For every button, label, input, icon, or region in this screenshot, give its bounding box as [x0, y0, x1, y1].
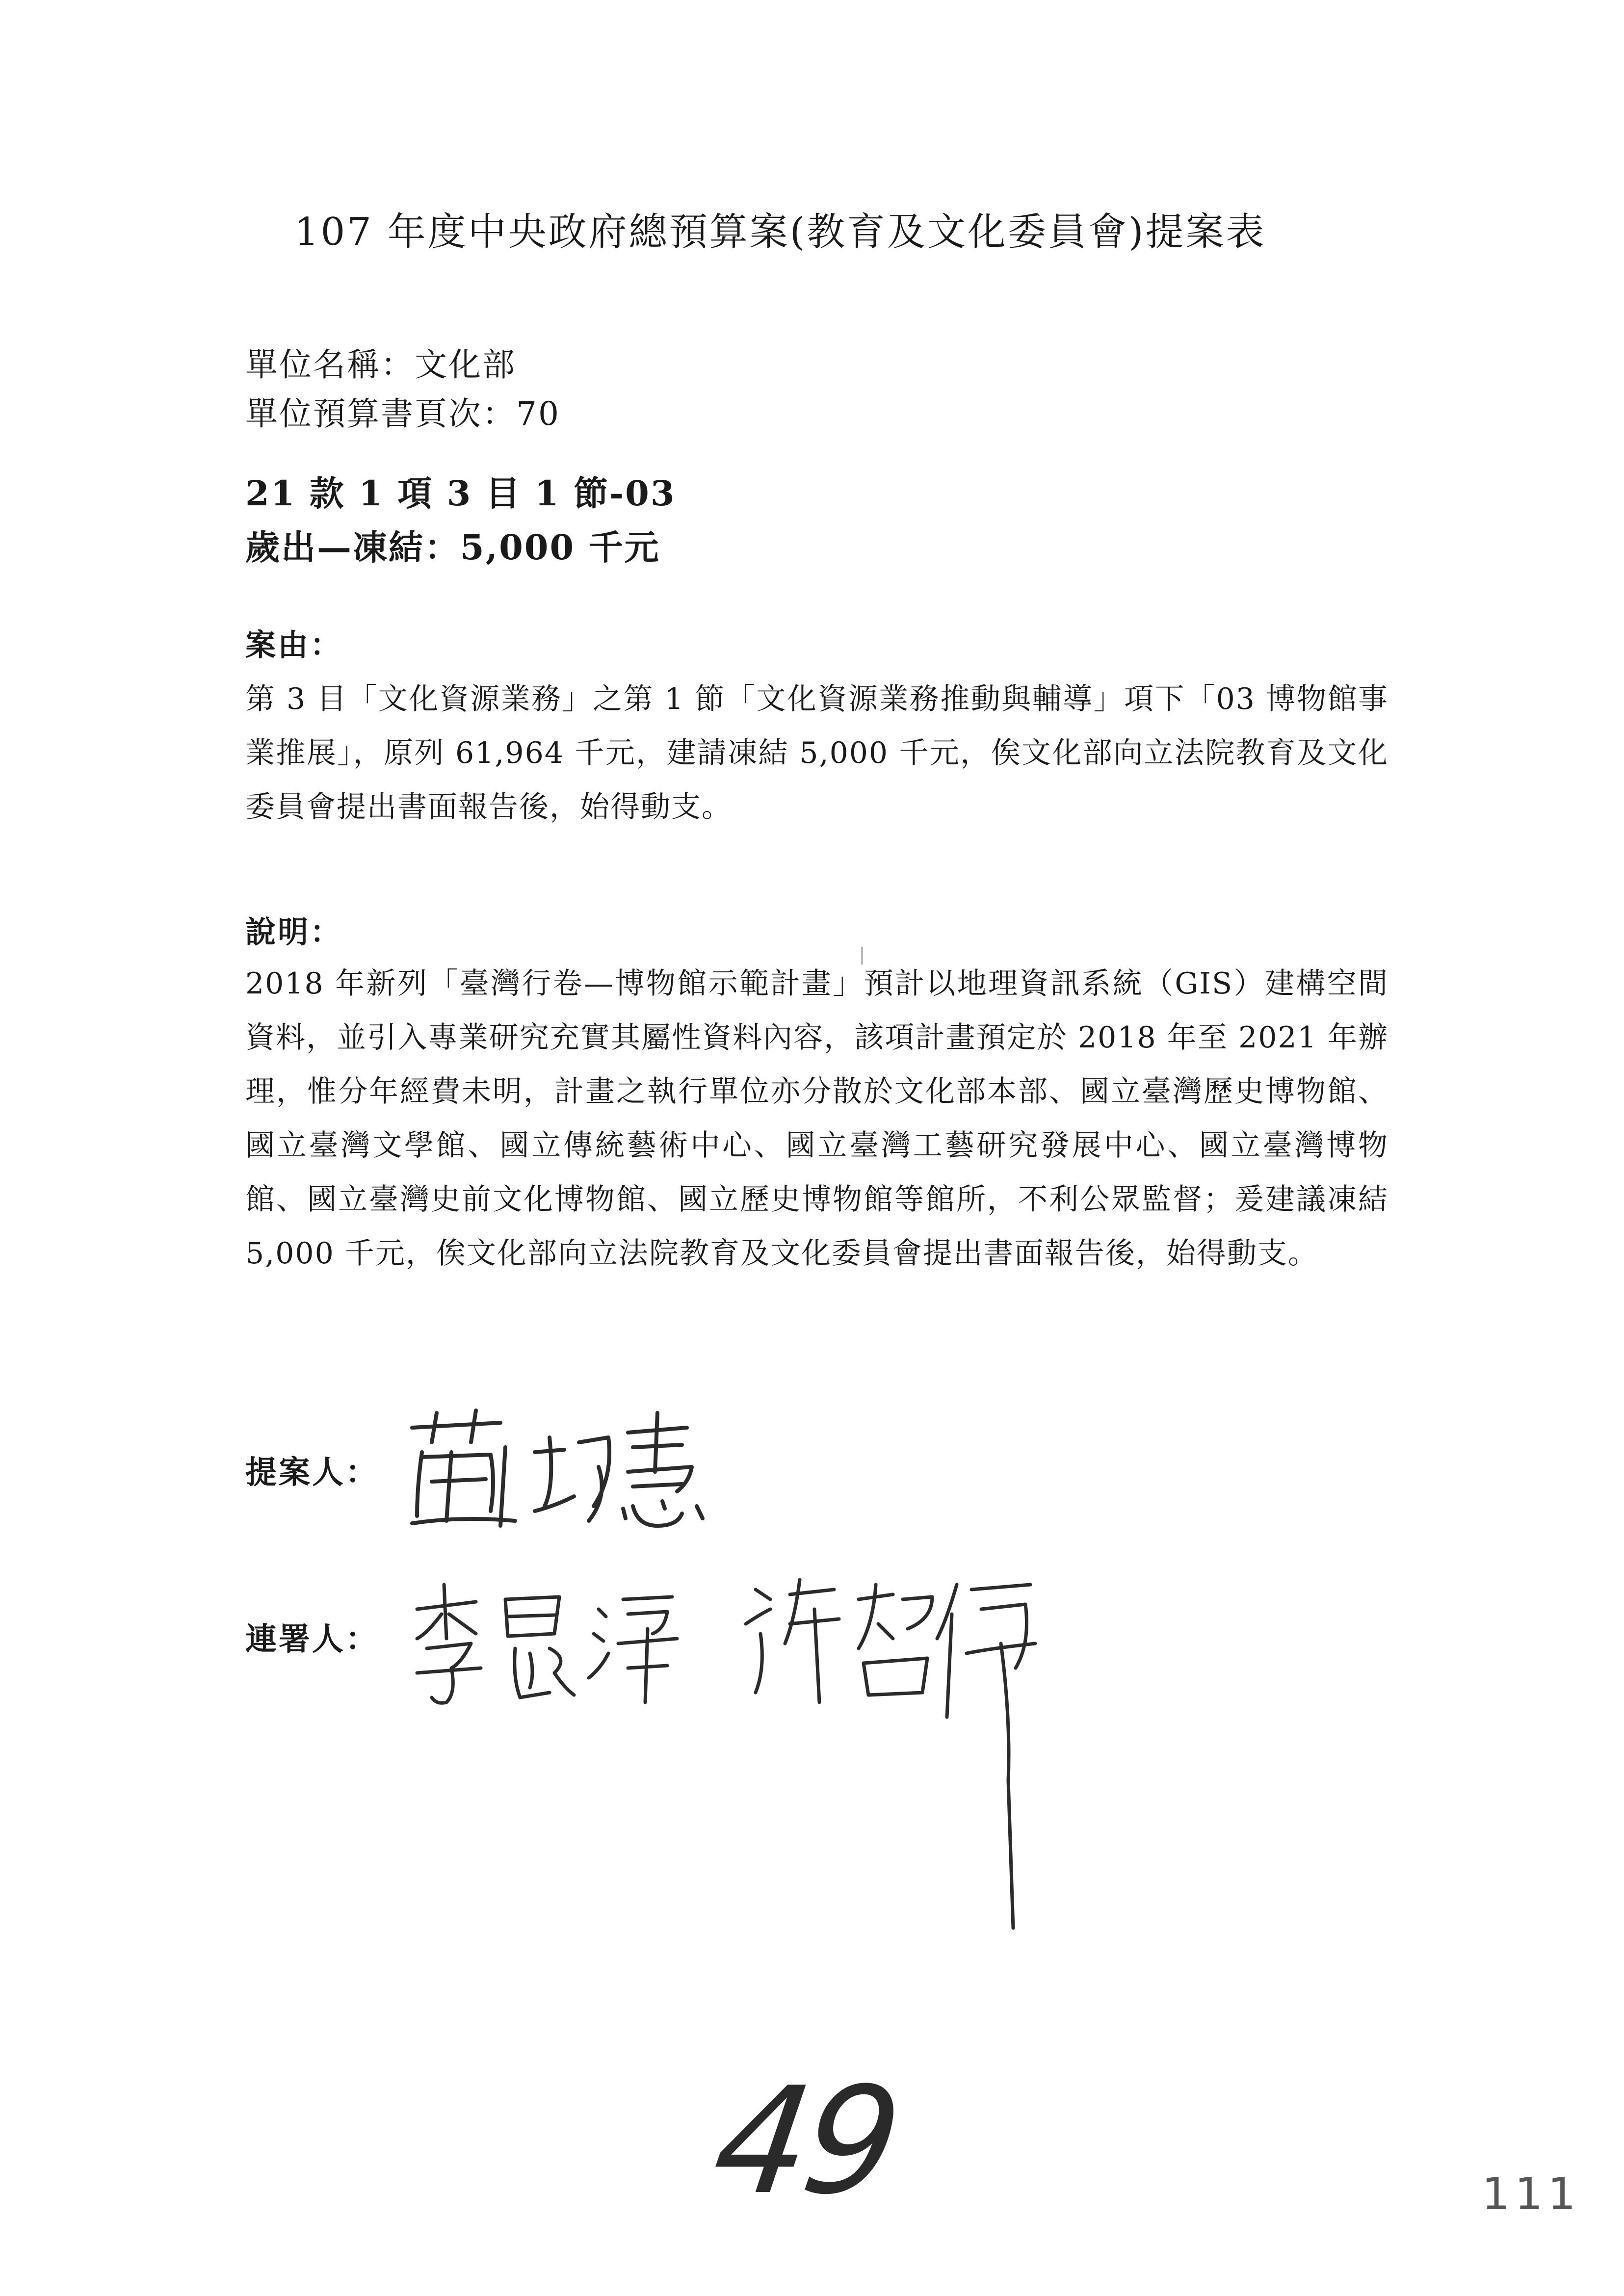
cosigner-signature-2: [736, 1570, 1040, 1943]
unit-name: 單位名稱：文化部: [245, 346, 516, 384]
cosigner-signature-1-drawing: [407, 1580, 682, 1707]
unit-budget-page: 單位預算書頁次：70: [245, 395, 560, 433]
page-number: 49: [704, 2056, 906, 2227]
cosigner-signature-2-drawing: [736, 1570, 1040, 1943]
frozen-amount: 歲出—凍結：5,000 千元: [245, 527, 660, 568]
document-title: 107 年度中央政府總預算案(教育及文化委員會)提案表: [294, 210, 1266, 254]
proposer-label: 提案人：: [245, 1454, 379, 1491]
budget-item-code: 21 款 1 項 3 目 1 節-03: [245, 473, 676, 514]
margin-mark: [861, 947, 863, 965]
proposer-signature: [402, 1408, 707, 1536]
cosigner-label: 連署人：: [245, 1621, 379, 1658]
proposer-signature-drawing: [402, 1408, 707, 1536]
cosigner-signature-1: [407, 1580, 682, 1707]
corner-mark: 111: [1482, 2168, 1581, 2220]
reason-heading: 案由：: [245, 627, 343, 663]
reason-body: 第 3 目「文化資源業務」之第 1 節「文化資源業務推動與輔導」項下「03 博物館事業推展」，原列 61,964 千元，建請凍結 5,000 千元，俟文化部向立法院教育及文化委員會提出書面報告後，始得動支。: [245, 682, 1388, 824]
explanation-body: 2018 年新列「臺灣行卷—博物館示範計畫」預計以地理資訊系統（GIS）建構空間資料，並引入專業研究充實其屬性資料內容，該項計畫預定於 2018 年至 2021 年辦理，惟分年經費未明，計畫之執行單位亦分散於文化部本部、國立臺灣歷史博物館、國立臺灣文學館、國立傳統藝術中心、國立臺灣工藝研究發展中心、國立臺灣博物館、國立臺灣史前文化博物館、國立歷史博物館等館所，不利公眾監督；爰建議凍結 5,000 千元，俟文化部向立法院教育及文化委員會提出書面報告後，始得動支。: [245, 966, 1388, 1271]
explanation-heading: 說明：: [245, 914, 343, 950]
